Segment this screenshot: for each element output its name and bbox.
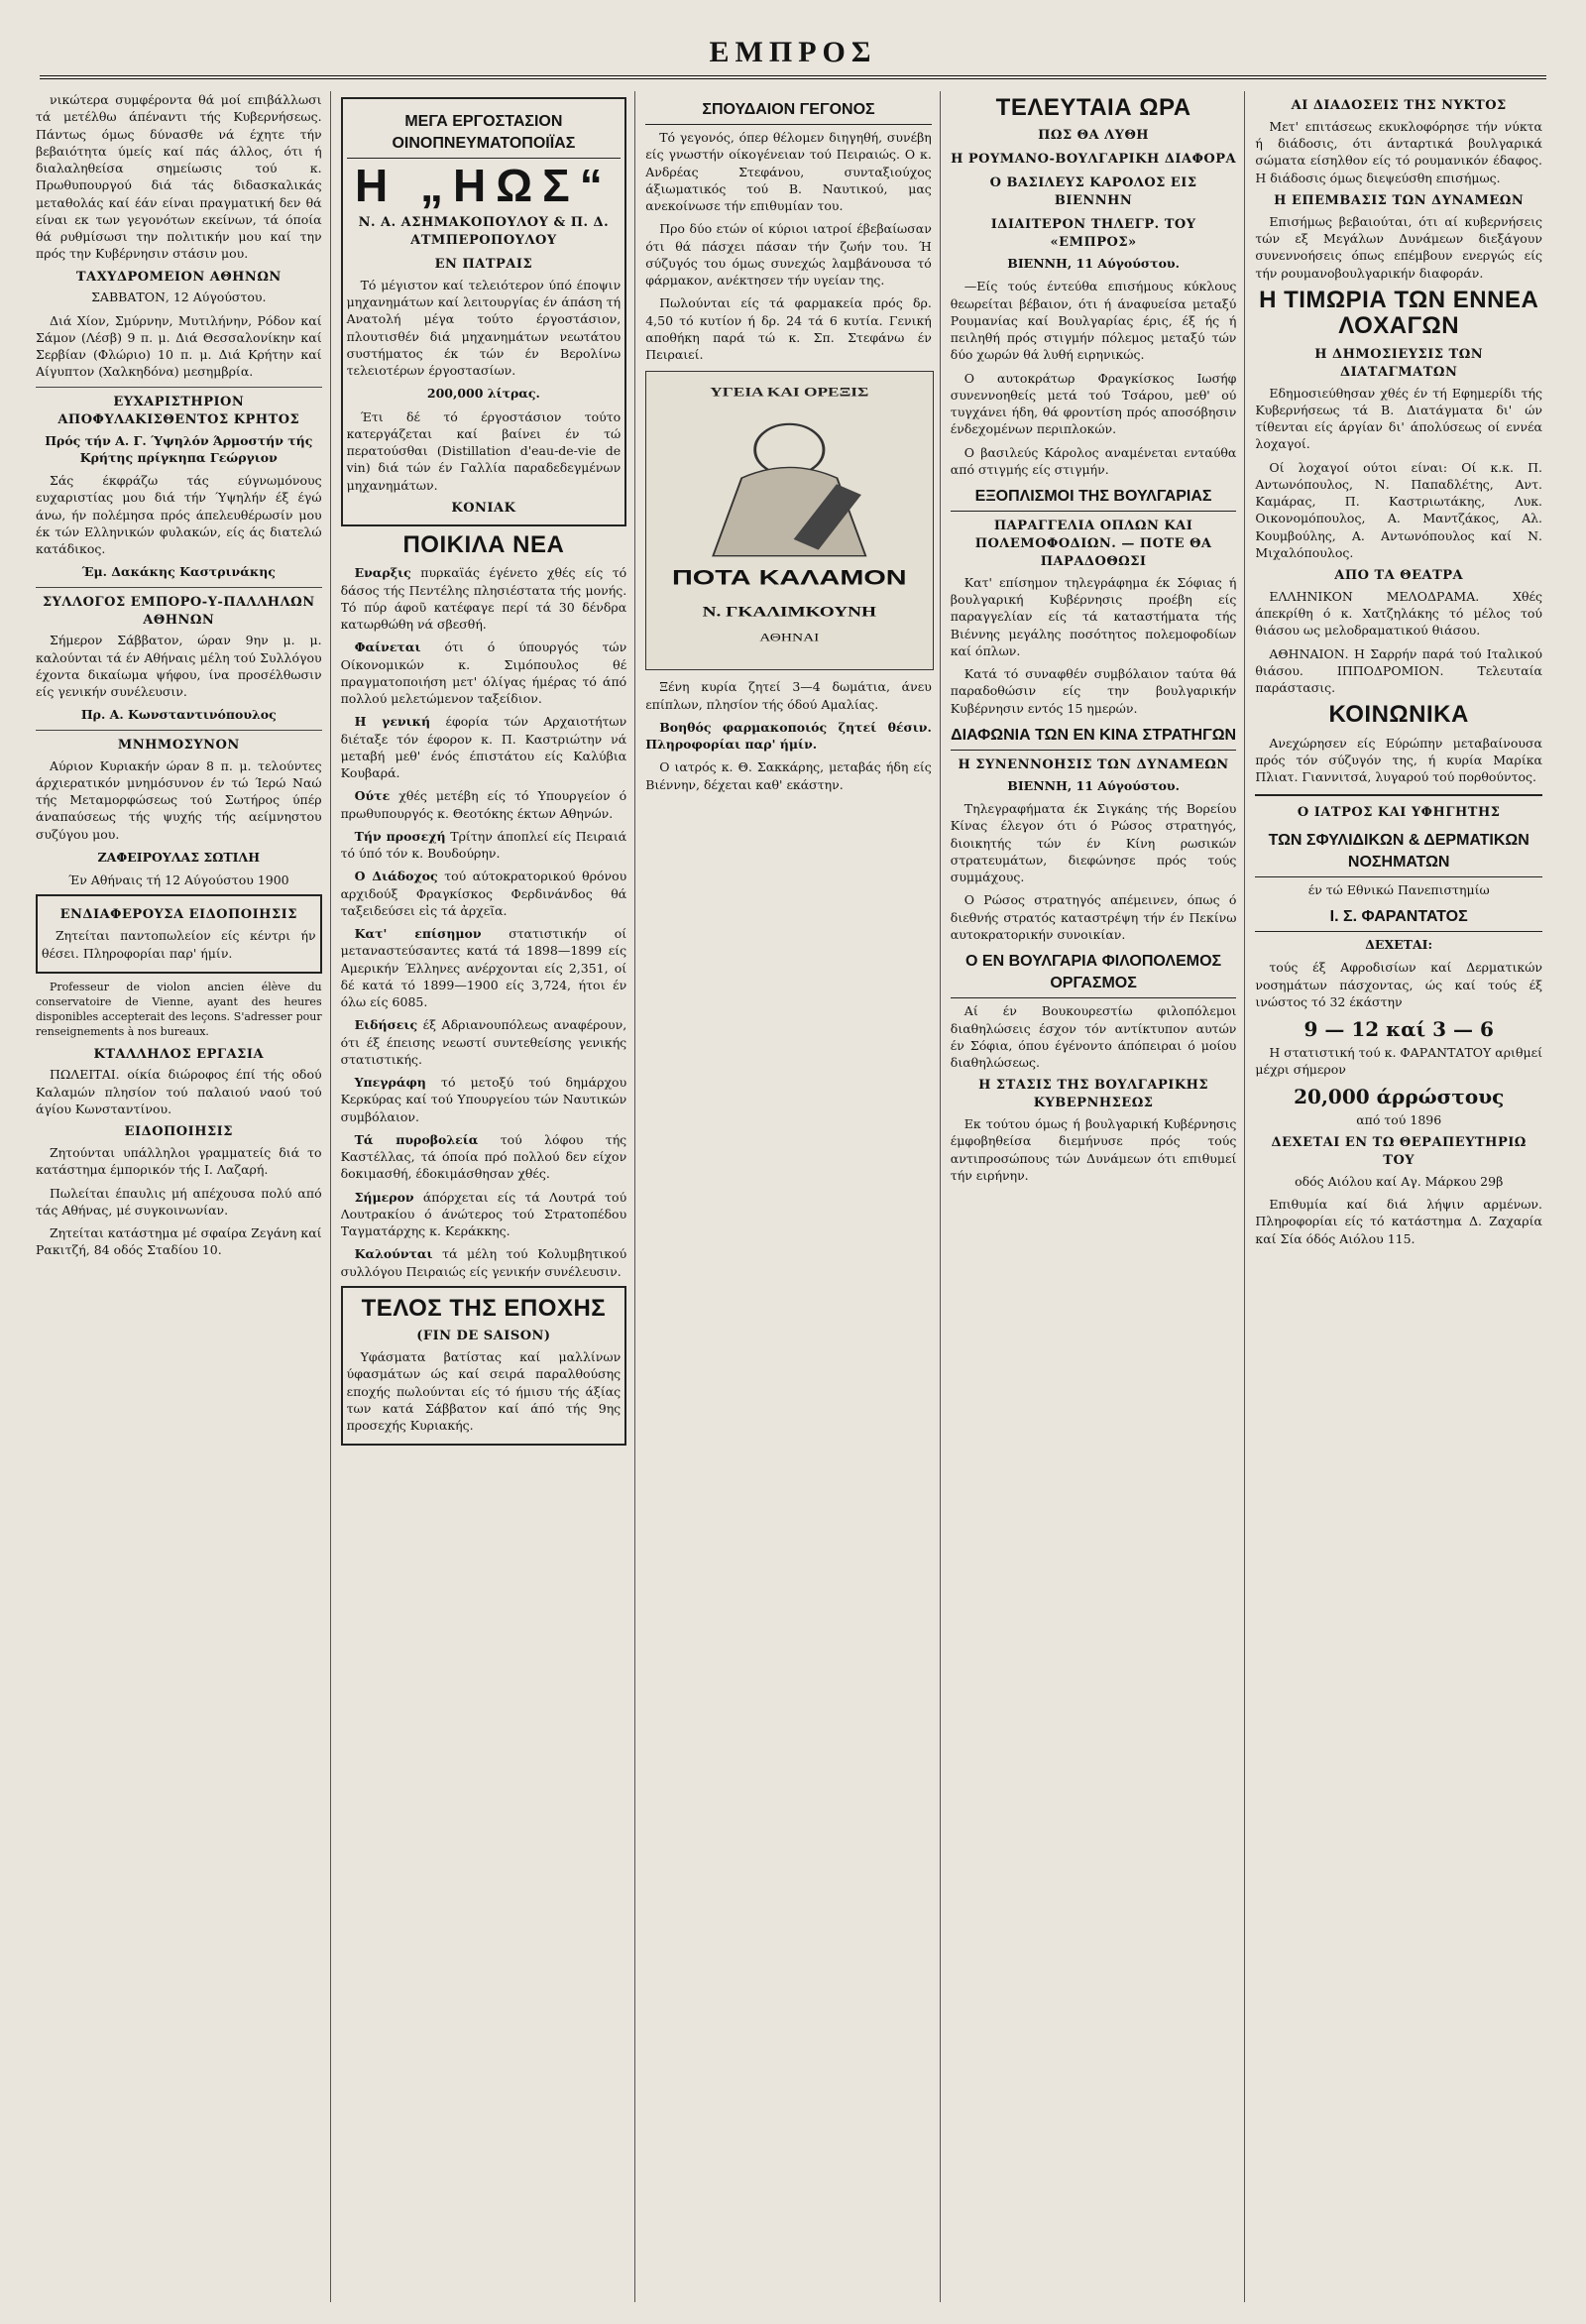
news-12-head: Καλούνται (354, 1246, 433, 1262)
memorial-date: Έν Αθήναις τή 12 Αύγούστου 1900 (67, 872, 289, 888)
memorial-name: ΖΑΦΕΙΡΟΥΛΑΣ ΣΩΤΙΛΗ (97, 849, 261, 865)
generals-body: Τηλεγραφήματα έκ Σιγκάης τής Βορείου Κίνας έλεγον ότι ό Ρώσος στρατηγός, διοικητής τών έν Κίνη ρωσικών στρατευμάτων, διεφώνησε πρός τούς συμμάχους. (950, 801, 1237, 885)
rumors-title: ΑΙ ΔΙΑΔΟΣΕΙΣ ΤΗΣ ΝΥΚΤΟΣ (1291, 98, 1507, 113)
footer-ad-3: Ο ιατρός κ. Θ. Σακκάρης, μεταβάς ήδη είς Βιέννην, δέχεται καθ' εκάστην. (645, 759, 932, 792)
insert-box (36, 894, 322, 973)
drink-advert-svg (646, 372, 933, 669)
column-3 (645, 91, 941, 2302)
news-6-head: Ο Διάδοχος (354, 869, 438, 884)
news-11-head: Σήμερον (354, 1189, 414, 1205)
news-10-head: Τά πυροβολεία (354, 1131, 479, 1147)
intervention-title: Η ΕΠΕΜΒΑΣΙΣ ΤΩΝ ΔΥΝΑΜΕΩΝ (1274, 192, 1525, 208)
newspaper-name: ΕΜΠΡΟΣ (709, 36, 877, 68)
divider (36, 587, 322, 588)
news-4: χθές μετέβη είς τό Υπουργείον ό πρωθυπουργός κ. Θεοτόκης έκτων Αθηνών. (340, 788, 627, 821)
news-6: τού αύτοκρατορικού θρόνου αρχιδούξ Φραγκίσκος Φερδινάνδος θά ταξειδεύσει εἰς τά ἀρχεῖα. (340, 869, 627, 918)
memorial-title: ΜΝΗΜΟΣΥΝΟΝ (117, 737, 240, 753)
distillery-ad (341, 97, 627, 526)
generals-title: ΔΙΑΦΩΝΙΑ ΤΩΝ ΕΝ ΚΙΝΑ ΣΤΡΑΤΗΓΩΝ (951, 725, 1237, 751)
intervention-body: Επισήμως βεβαιούται, ότι αί κυβερνήσεις τών εξ Μεγάλων Δυνάμεων διεξάγουν συνεννοήσεις όπως επέμβουν ενεργώς είς τήν ρουμανοβουλγαρικήν διαφοράν. (1255, 213, 1542, 281)
distillery-city: ΕΝ ΠΑΤΡΑΙΣ (434, 257, 533, 273)
armament-sub: ΠΑΡΑΓΓΕΛΙΑ ΟΠΛΩΝ ΚΑΙ ΠΟΛΕΜΟΦΟΔΙΩΝ. — ΠΟΤΕ ΘΑ ΠΑΡΑΔΟΘΩΣΙ (974, 519, 1212, 569)
doctor-hours: 9 — 12 καί 3 — 6 (1303, 1017, 1494, 1042)
syllogos-sign: Πρ. Α. Κωνσταντινόπουλος (80, 707, 277, 723)
season-title: ΤΕΛΟΣ ΤΗΣ ΕΠΟΧΗΣ (361, 1294, 607, 1322)
king-title: Ο ΒΑΣΙΛΕΥΣ ΚΑΡΟΛΟΣ ΕΙΣ ΒΙΕΝΝΗΝ (989, 175, 1197, 209)
important-title: ΣΠΟΥΔΑΙΟΝ ΓΕΓΟΝΟΣ (645, 99, 932, 125)
bulgaria-title: Ο ΕΝ ΒΟΥΛΓΑΡΙΑ ΦΙΛΟΠΟΛΕΜΟΣ ΟΡΓΑΣΜΟΣ (951, 951, 1237, 998)
news-9-head: Υπεγράφη (354, 1075, 426, 1091)
news-10: τού λόφου τής Καστέλλας, τά όποία πρό πολλού δεν είχον δοκιμασθή, έδοκιμάσθησαν χθές. (340, 1131, 627, 1182)
vienna-body-3: Ο βασιλεύς Κάρολος αναμένεται ενταύθα από στιγμής είς στιγμήν. (950, 444, 1237, 477)
telegram-title: ΙΔΙΑΙΤΕΡΟΝ ΤΗΛΕΓΡ. ΤΟΥ «ΕΜΠΡΟΣ» (990, 217, 1196, 251)
season-sub: (FIN DE SAISON) (416, 1329, 551, 1344)
punishment-body-2: Οί λοχαγοί ούτοι είναι: Οί κ.κ. Π. Αντωνόπουλος, Ν. Παπαδλέτης, Αντ. Καμάρας, Π. Καστριωτάκης, Λυκ. Οικονομόπουλος, Α. Μαντζάκος, Αλ. Κουμβούλης, Α. Αντωνόπουλος καί Ν. Μιχαλόπουλος. (1255, 459, 1542, 560)
newspaper-columns (36, 91, 1550, 2302)
news-title: ΠΟΙΚΙΛΑ ΝΕΑ (402, 530, 565, 558)
news-3: έφορία τών Αρχαιοτήτων διέταξε τόν έφορον κ. Π. Καστριώτην νά μεταβή μεθ' ένός έπιστάτου είς Καλύβια Κουβαρά. (340, 714, 627, 781)
doctor-name: Ι. Σ. ΦΑΡΑΝΤΑΤΟΣ (1255, 906, 1542, 932)
news-7: στατιστικήν οί μεταναστεύσαντες κατά τά 1898—1899 είς Αμερικήν Έλληνες ανέρχονται είς 2,351, οί δέ κατά τό 1899—1900 είς 3,724, ήτοι έν όλω είς 6085. (340, 926, 627, 1010)
news-4-head: Ούτε (354, 788, 391, 804)
insert-title: ΕΝΔΙΑΦΕΡΟΥΣΑ ΕΙΔΟΠΟΙΗΣΙΣ (59, 907, 297, 923)
vienna-body: —Είς τούς έντεύθα επισήμους κύκλους θεωρείται βέβαιον, ότι ή άναφυείσα μεταξύ Ρουμανίας καί Βουλγαρίας έρις, έξ ής ή πειληθή πρός στιγμήν πόλεμος μεταξύ τών δύο χωρών θά λυθή ειρηνικώς. (950, 279, 1237, 363)
season-ad (341, 1286, 627, 1447)
wanted-ad: Πωλείται έπαυλις μή απέχουσα πολύ από τάς Αθήνας, μέ συγκοινωνίαν. (36, 1185, 322, 1218)
season-body: Υφάσματα βατίστας καί μαλλίνων ύφασμάτων ώς καί σειρά παραλθούσης εποχής πωλούνται είς τό ήμισυ τής άξίας των κατά Σάββατον καί άπό τής 9ης προσεχής Κυριακής. (346, 1349, 622, 1434)
thanks-sign: Έμ. Δακάκης Καστρινάκης (81, 564, 276, 580)
doctor-since: από τού 1896 (1356, 1111, 1442, 1127)
important-body-2: Προ δύο ετών οί κύριοι ιατροί έβεβαίωσαν ότι θά πάσχει πάσαν τήν ζωήν του. Ή σύζυγός του όμως συνεχώς λαμβάνουσα τό φάρμακον, ανέκτησεν τήν υγείαν της. (645, 221, 932, 289)
generals-body-2: Ο Ρώσος στρατηγός απέμεινεν, όπως ό διεθνής στρατός καταστρέψη τήν έν Πεκίνω αυτοκρατορικήν συνοικίαν. (950, 892, 1237, 942)
theatre-body: ΕΛΛΗΝΙΚΟΝ ΜΕΛΟΔΡΑΜΑ. Χθές άπεκρίθη ό κ. Χατζηλάκης τό μέλος τού θιάσου ως μελοδραματικού θιάσου. (1255, 588, 1542, 639)
footer-ad-2: Βοηθός φαρμακοποιός ζητεί θέσιν. Πληροφορίαι παρ' ήμίν. (645, 719, 932, 753)
insert-body: Ζητείται παντοπωλείον είς κέντρι ήν θέσει. Πληροφορίαι παρ' ήμίν. (42, 928, 316, 961)
news-7-head: Κατ' επίσημον (354, 926, 482, 942)
doctor-receives: ΔΕΧΕΤΑΙ: (1365, 937, 1433, 953)
notice-body: Ζητούνται υπάλληλοι γραμματείς διά το κατάστημα έμπορικόν τής Ι. Λαζαρή. (36, 1145, 322, 1178)
distillery-title: ΜΕΓΑ ΕΡΓΟΣΤΑΣΙΟΝ ΟΙΝΟΠΝΕΥΜΑΤΟΠΟΙΪΑΣ (347, 111, 622, 159)
post-title: ΤΑΧΥΔΡΟΜΕΙΟΝ ΑΘΗΝΩΝ (75, 269, 282, 285)
intro-text: νικώτερα συμφέροντα θά μοί επιβάλλωσι τά μετέλθω άπέναντι τής Κυβερνήσεως. Πάντως όμως δύνασθε νά έχητε τήν βεβαιότητα ύμείς καί πάς άλλος, ότι ή διαλαληθείσα σημείωσις τού κ. Πρωθυπουργού διά τάς διδασκαλικάς μεταθολάς καί έάν είναι πραγματική δεν θά είναι εκ των γεγονότων εκείνων, τά όποία θά ρυθμίσωσι την πολιτικήν μου καί την πρός την Κυβέρνησιν στάσιν μου. (36, 92, 322, 262)
doctor-stat: Η στατιστική τού κ. ΦΑΡΑΝΤΑΤΟΥ αριθμεί μέχρι σήμερον (1255, 1044, 1542, 1077)
social-body: Ανεχώρησεν είς Εύρώπην μεταβαίνουσα πρός τόν σύζυγόν της, ή κυρία Μαρίκα Πλιατ. Γιαννιτσά, λυγαρού τού πορθούντος. (1255, 735, 1542, 785)
doctor-title-2: ΤΩΝ ΣΦΥΛΙΔΙΚΩΝ & ΔΕΡΜΑΤΙΚΩΝ ΝΟΣΗΜΑΤΩΝ (1255, 830, 1542, 877)
generals-sub: Η ΣΥΝΕΝΝΟΗΣΙΣ ΤΩΝ ΔΥΝΑΜΕΩΝ (958, 756, 1229, 772)
thanks-title: ΕΥΧΑΡΙΣΤΗΡΙΟΝ ΑΠΟΦΥΛΑΚΙΣΘΕΝΤΟΣ ΚΡΗΤΟΣ (57, 394, 300, 427)
advert-city-text: ΑΘΗΝΑΙ (759, 631, 820, 644)
column-1 (36, 91, 331, 2302)
distillery-body: Τό μέγιστον καί τελειότερον ύπό έποψιν μηχανημάτων καί λειτουργίας έν άπάση τή Ανατολή μέγα τούτο έργοστάσιον, πλουτισθέν διά μηχανημάτων νεωτάτου συστήματος έκ τών έν Βερολίνω τελειοτέρων έργοστασίων. (346, 277, 622, 379)
theatre-body-2: ΑΘΗΝΑΙΟΝ. Η Σαρρήν παρά τού Ιταλικού θιάσου. ΙΠΠΟΔΡΟΜΙΟΝ. Τελευταία παράστασις. (1255, 645, 1542, 696)
bulgaria-body: Αί έν Βουκουρεστίω φιλοπόλεμοι διαθηλώσεις έσχον τόν αντίκτυπον αυτών έν Σόφια, όπου έγένοντο άπόπειραι ό μοίου διαθηλώσεως. (950, 1003, 1237, 1071)
doctor-body: τούς έξ Αφροδισίων καί Δερματικών νοσημάτων πάσχοντας, ώς καί τούς έξ ινώστος τό 32 έκάστην (1255, 960, 1542, 1009)
notice-title: ΕΙΔΟΠΟΙΗΣΙΣ (124, 1124, 233, 1140)
column-2 (341, 91, 636, 2302)
news-5: Τρίτην άποπλεί είς Πειραιά τό ύπό τόν κ. Βουδούρην. (340, 828, 627, 862)
distillery-owners: Ν. Α. ΑΣΗΜΑΚΟΠΟΥΛΟΥ & Π. Δ. ΑΤΜΠΕΡΟΠΟΥΛΟΥ (358, 215, 610, 249)
how-title: ΠΩΣ ΘΑ ΛΥΘΗ (1038, 128, 1150, 144)
french-ad: Professeur de violon ancien élève du conservatoire de Vienne, ayant des heures disponibles accepterait des leçons. S'adresser pour renseignements à nos bureaux. (36, 980, 322, 1039)
divider (36, 730, 322, 731)
thanks-body: Σάς έκφράζω τάς εύγνωμόνους ευχαριστίας μου διά τήν Ύψηλήν έξ έγώ άνω, ήν πολέμησα πρός άπελευθέρωσίν μου έκ τών Ελληνικών φυλακών, είς άς διατελώ κατάδικος. (36, 473, 322, 557)
vienna-body-2: Ο αυτοκράτωρ Φραγκίσκος Ιωσήφ συνεννοηθείς μετά τού Τσάρου, μεθ' ού τυγχάνει ήδη, θά φροντίση πρός αποσόβησιν ένδεχομένων περιπλοκών. (950, 370, 1237, 437)
bulgaria-body-2: Εκ τούτου όμως ή βουλγαρική Κυβέρνησις έμφοβηθείσα διεμήνυσε πρός τούς αντιπροσώπους τών Δυνάμεων ότι επιθυμεί τήν ειρήνην. (950, 1116, 1237, 1183)
drink-advert-illustration (645, 371, 934, 670)
vienna-date: ΒΙΕΝΝΗ, 11 Αύγούστου. (1007, 256, 1180, 272)
distillery-capacity: 200,000 λίτρας. (426, 386, 540, 402)
news-9: τό μετοξύ τού δημάρχου Κερκύρας καί τού Υπουργείου τών Ναυτικών συμβόλαιον. (340, 1075, 627, 1124)
news-8-head: Ειδήσεις (354, 1017, 418, 1033)
news-1-head: Εναρξις (354, 565, 411, 581)
advert-maker-text: Ν. ΓΚΑΛΙΜΚΟΥΝΗ (702, 604, 877, 621)
post-date: ΣΑΒΒΑΤΟΝ, 12 Αύγούστου. (91, 290, 267, 305)
news-5-head: Τήν προσεχή (354, 828, 446, 844)
last-hour-title: ΤΕΛΕΥΤΑΙΑ ΩΡΑ (995, 94, 1191, 121)
punishment-sub: Η ΔΗΜΟΣΙΕΥΣΙΣ ΤΩΝ ΔΙΑΤΑΓΜΑΤΩΝ (1314, 346, 1484, 380)
doctor-line: έν τώ Εθνικώ Πανεπιστημίω (1307, 881, 1490, 897)
armament-title: ΕΞΟΠΛΙΣΜΟΙ ΤΗΣ ΒΟΥΛΓΑΡΙΑΣ (951, 486, 1237, 512)
memorial-body: Αύριον Κυριακήν ώραν 8 π. μ. τελούντες άρχιερατικόν μνημόσυνον έν τώ Ίερώ Ναώ τής Μεταμορφώσεως τού Σωτήρος ύπέρ άναπαύσεως τής ψυχής τής αείμνηστου συζύγου μου. (36, 757, 322, 842)
theatre-title: ΑΠΟ ΤΑ ΘΕΑΤΡΑ (1334, 568, 1464, 584)
shop-body: ΠΩΛΕΙΤΑΙ. οίκία διώροφος έπί τής οδού Καλαμών πλησίον τού παλαιού ναού τού άγίου Κωνσταντίνου. (36, 1067, 322, 1116)
divider (1255, 794, 1542, 796)
advert-health-text: ΥΓΕΙΑ ΚΑΙ ΟΡΕΞΙΣ (710, 385, 869, 400)
wanted-ad-2: Ζητείται κατάστημα μέ σφαίρα Ζεγάνη καί Ρακιτζή, 84 οδός Σταδίου 10. (36, 1225, 322, 1258)
post-body: Διά Χίον, Σμύρνην, Μυτιλήνην, Ρόδον καί Σάμον (Λέσβ) 9 π. μ. Διά Θεσσαλονίκην καί Σερβίαν (Φλώριο) 10 π. μ. Διά Κρήτην καί Αίγυπτον (Χαλκηδόνα) μεσημβρία. (36, 312, 322, 380)
generals-date: ΒΙΕΝΝΗ, 11 Αύγούστου. (1007, 777, 1180, 793)
thanks-sub: Πρός τήν Α. Γ. Ύψηλόν Άρμοστήν τής Κρήτης πρίγκηπα Γεώργιον (45, 432, 313, 465)
news-3-head: Η γενική (354, 714, 431, 730)
important-body-3: Πωλούνται είς τά φαρμακεία πρός δρ. 4,50 τό κυτίον ή δρ. 24 τά 6 κυτία. Γενική αποθήκη παρά τώ κ. Σπ. Στεφάνω έν Πειραιεί. (645, 295, 932, 363)
bulgaria-sub: Η ΣΤΑΣΙΣ ΤΗΣ ΒΟΥΛΓΑΡΙΚΗΣ ΚΥΒΕΡΝΗΣΕΩΣ (978, 1078, 1209, 1111)
advert-brand-text: ΠΟΤΑ ΚΑΛΑΜΟΝ (672, 566, 907, 590)
masthead-rule (40, 75, 1546, 79)
doctor-title: Ο ΙΑΤΡΟΣ ΚΑΙ ΥΦΗΓΗΤΗΣ (1297, 804, 1501, 820)
rumors-body: Μετ' επιτάσεως εκυκλοφόρησε τήν νύκτα ή διάδοσις, ότι άνταρτικά βουλγαρικά σώματα είσηλθον είς τό ρουμανικόν έδαφος. Η διάδοσις όμως διεψεύσθη επισήμως. (1255, 118, 1542, 185)
doctor-clinic: ΔΕΧΕΤΑΙ ΕΝ ΤΩ ΘΕΡΑΠΕΥΤΗΡΙΩ ΤΟΥ (1271, 1134, 1527, 1168)
news-2-head: Φαίνεται (354, 639, 421, 655)
doctor-count: 20,000 άρρώστους (1294, 1085, 1505, 1109)
masthead (0, 0, 1586, 79)
syllogos-body: Σήμερον Σάββατον, ώραν 9ην μ. μ. καλούνται τά έν Αθήναις μέλη τού Συλλόγου έχοντα δικαίωμα ψήφου, ίνα προσέλθωσιν είς γενικήν συνέλευσιν. (36, 633, 322, 700)
dispute-title: Η ΡΟΥΜΑΝΟ-ΒΟΥΛΓΑΡΙΚΗ ΔΙΑΦΟΡΑ (951, 152, 1237, 168)
column-4 (951, 91, 1246, 2302)
news-12: τά μέλη τού Κολυμβητικού συλλόγου Πειραιώς είς γενικήν συνέλευσιν. (340, 1246, 627, 1279)
punishment-body: Εδημοσιεύθησαν χθές έν τή Εφημερίδι τής Κυβερνήσεως τά Β. Διατάγματα δι' ών τίθενται είς άργίαν δι' άπολύσεως οί εννέα λοχαγοί. (1255, 385, 1542, 452)
punishment-title: Η ΤΙΜΩΡΙΑ ΤΩΝ ΕΝΝΕΑ ΛΟΧΑΓΩΝ (1259, 286, 1539, 340)
doctor-extra: Επιθυμία καί διά λήψιν αρμένων. Πληροφορίαι είς τό κατάστημα Δ. Ζαχαρία καί Σία όδός Αιόλου 115. (1255, 1197, 1542, 1246)
news-8: έξ Αδριανουπόλεως αναφέρουν, ότι έξ έπεισης νεωστί συντεθείσης γενικής στατιστικής. (340, 1017, 627, 1067)
armament-body-2: Κατά τό συναφθέν συμβόλαιον ταύτα θά παραδοθώσιν είς την βουλγαρικήν Κυβέρνησιν εντός 15 ημερών. (950, 666, 1237, 716)
social-title: ΚΟΙΝΩΝΙΚΑ (1328, 701, 1469, 729)
armament-body: Κατ' επίσημον τηλεγράφημα έκ Σόφιας ή βουλγαρική Κυβέρνησις προέβη είς παραγγελίαν είς τά καταστήματα τής Βιέννης μεγάλης ποσότητος πολεμοφοδίων καί όπλων. (950, 574, 1237, 658)
syllogos-title: ΣΥΛΛΟΓΟΣ ΕΜΠΟΡΟ-Υ-ΠΑΛΛΗΛΩΝ ΑΘΗΝΩΝ (42, 594, 315, 628)
shop-title: ΚΤΑΛΛΗΛΟΣ ΕΡΓΑΣΙΑ (93, 1046, 265, 1062)
important-body: Τό γεγονός, όπερ θέλομεν διηγηθή, συνέβη είς γνωστήν οίκογένειαν τού Πειραιώς. Ο κ. Ανδρέας Στεφάνου, συνταξιούχος άξιωματικός τού Β. Ναυτικού, μας ανεκοίνωσε τήν επιθυμίαν του. (645, 130, 932, 214)
news-2: ότι ό ύπουργός τών Οίκονομικών κ. Σιμόπουλος θέ πραγματοποιήση μετ' όλίγας ήμέρας τό άπό πολλού μελετώμενον ταξείδιον. (340, 639, 627, 707)
column-5 (1255, 91, 1550, 2302)
distillery-brand: Η „ΗΩΣ“ (355, 160, 613, 212)
divider (36, 387, 322, 388)
distillery-konjak: ΚΟΝΙΑΚ (451, 500, 516, 516)
news-11: άπόρχεται είς τά Λουτρά τού Λουτρακίου ό άνώτερος τού Στρατοπέδου Ταγματάρχης κ. Κεράκκης. (340, 1189, 627, 1239)
footer-ad-1: Ξένη κυρία ζητεί 3—4 δωμάτια, άνευ επίπλων, πλησίον τής όδού Αμαλίας. (645, 679, 932, 712)
news-1: πυρκαϊάς έγένετο χθές είς τό δάσος τής Πεντέλης πλησιέστατα τής μονής. Τό πύρ άφοῦ κατέφαγε περί τά 30 δένδρα κατωρθώθη νά σβεσθή. (340, 565, 627, 633)
doctor-address: οδός Αιόλου καί Αγ. Μάρκου 29β (1295, 1173, 1504, 1189)
distillery-extra: Έτι δέ τό έργοστάσιον τούτο κατεργάζεται καί βαίνει έν τώ περατούσθαι (Distillation d'eau-de-vie de vin) διά τών έν Γαλλία παραδεδεγμένων μηχανημάτων. (346, 408, 622, 493)
